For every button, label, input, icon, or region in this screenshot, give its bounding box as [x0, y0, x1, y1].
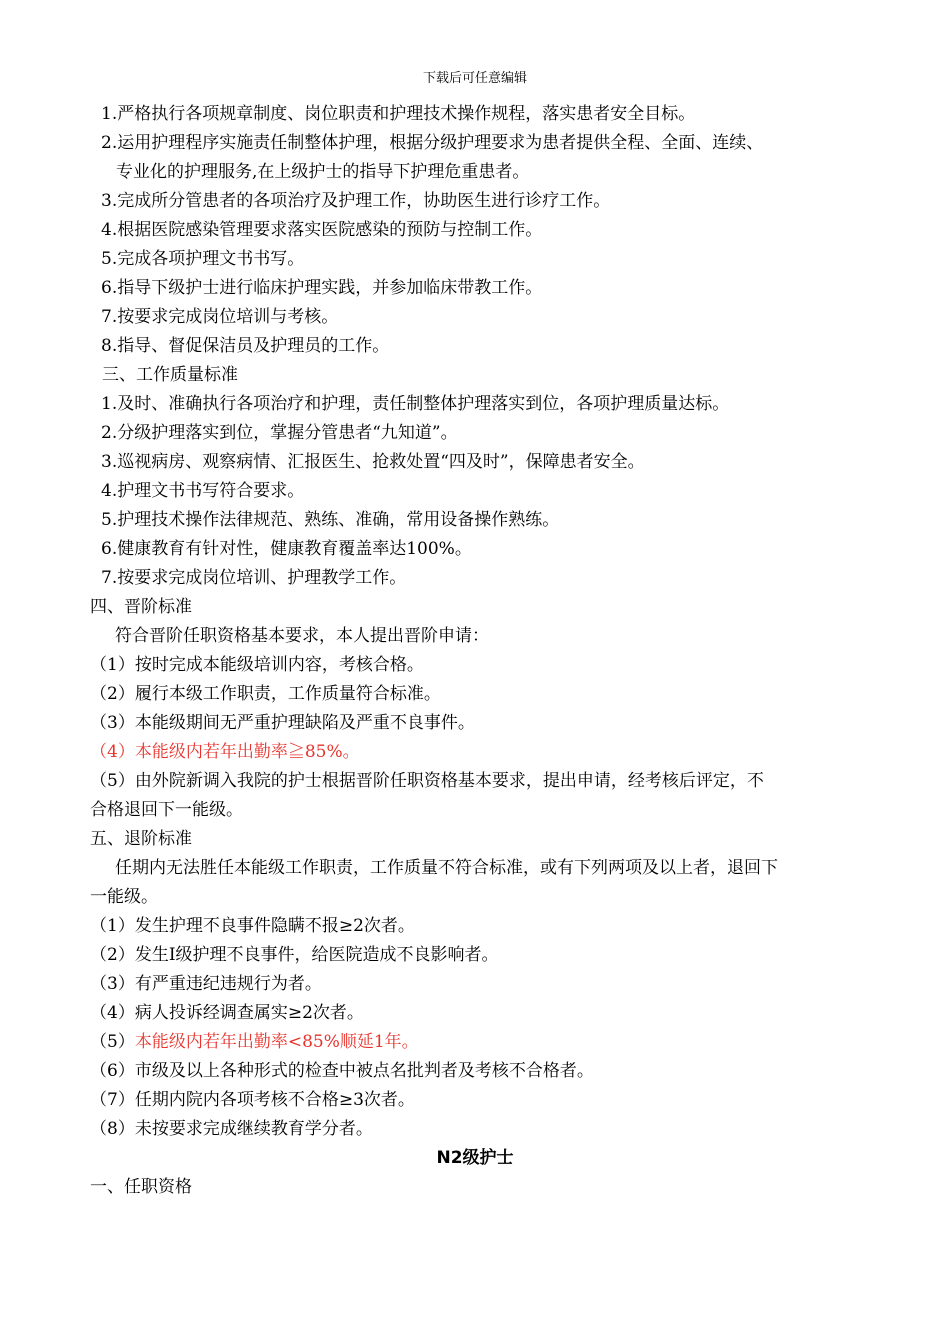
section-title-n2: N2级护士 — [436, 1148, 514, 1168]
duty-item-5: 5.完成各项护理文书书写。 — [101, 249, 305, 269]
promotion-item-5 — [0, 767, 950, 796]
item-text: 有严重违纪违规行为者。 — [134, 974, 322, 994]
demotion-intro-continued: 一能级。 — [90, 887, 158, 907]
duty-item-3: 3.完成所分管患者的各项治疗及护理工作，协助医生进行诊疗工作。 — [101, 191, 611, 211]
promotion-item-4 — [0, 738, 950, 767]
quality-item-4: 4.护理文书书写符合要求。 — [101, 481, 305, 501]
item-text-highlighted: 本能级内若年出勤率≧85%。 — [134, 742, 360, 762]
item-number: （2） — [90, 945, 135, 965]
item-text: 病人投诉经调查属实≥2次者。 — [134, 1003, 364, 1023]
qualification-heading: 一、任职资格 — [90, 1177, 192, 1197]
page-header: 下载后可任意编辑 — [422, 71, 527, 86]
item-number: （5） — [90, 1032, 135, 1052]
item-number: （1） — [90, 916, 135, 936]
item-number: （4） — [90, 1003, 135, 1023]
item-number: （1） — [90, 655, 135, 675]
promotion-heading: 四、晋阶标准 — [90, 597, 192, 617]
duty-item-7: 7.按要求完成岗位培训与考核。 — [101, 307, 339, 327]
quality-item-1: 1.及时、准确执行各项治疗和护理，责任制整体护理落实到位，各项护理质量达标。 — [101, 394, 730, 414]
item-text: 按时完成本能级培训内容，考核合格。 — [134, 655, 424, 675]
quality-item-2: 2.分级护理落实到位，掌握分管患者“九知道”。 — [101, 423, 458, 443]
demotion-item-4 — [0, 999, 950, 1028]
item-text: 任期内院内各项考核不合格≥3次者。 — [134, 1090, 415, 1110]
quality-heading: 三、工作质量标准 — [102, 365, 238, 385]
item-text-highlighted: 本能级内若年出勤率<85%顺延1年。 — [134, 1032, 419, 1052]
item-text: 发生I级护理不良事件，给医院造成不良影响者。 — [134, 945, 499, 965]
item-number: （5） — [90, 771, 135, 791]
duty-item-2-continued: 专业化的护理服务,在上级护士的指导下护理危重患者。 — [116, 162, 530, 182]
promotion-item-5-continued: 合格退回下一能级。 — [90, 800, 243, 820]
item-text: 本能级期间无严重护理缺陷及严重不良事件。 — [134, 713, 475, 733]
duty-item-1: 1.严格执行各项规章制度、岗位职责和护理技术操作规程，落实患者安全目标。 — [101, 104, 696, 124]
duty-item-8: 8.指导、督促保洁员及护理员的工作。 — [101, 336, 390, 356]
promotion-intro: 符合晋阶任职资格基本要求，本人提出晋阶申请： — [115, 626, 489, 646]
item-number: （2） — [90, 684, 135, 704]
item-text: 发生护理不良事件隐瞒不报≥2次者。 — [134, 916, 415, 936]
item-text: 未按要求完成继续教育学分者。 — [134, 1119, 373, 1139]
demotion-item-8 — [0, 1115, 950, 1144]
item-number: （6） — [90, 1061, 135, 1081]
item-number: （4） — [90, 742, 135, 762]
item-number: （3） — [90, 713, 135, 733]
promotion-item-1 — [0, 651, 950, 680]
item-number: （7） — [90, 1090, 135, 1110]
quality-item-7: 7.按要求完成岗位培训、护理教学工作。 — [101, 568, 407, 588]
quality-item-5: 5.护理技术操作法律规范、熟练、准确，常用设备操作熟练。 — [101, 510, 560, 530]
quality-item-3: 3.巡视病房、观察病情、汇报医生、抢救处置“四及时”，保障患者安全。 — [101, 452, 645, 472]
demotion-intro: 任期内无法胜任本能级工作职责，工作质量不符合标准，或有下列两项及以上者，退回下 — [115, 858, 778, 878]
item-text: 市级及以上各种形式的检查中被点名批判者及考核不合格者。 — [134, 1061, 594, 1081]
duty-item-6: 6.指导下级护士进行临床护理实践，并参加临床带教工作。 — [101, 278, 543, 298]
item-text: 履行本级工作职责，工作质量符合标准。 — [134, 684, 441, 704]
demotion-item-2 — [0, 941, 950, 970]
demotion-heading: 五、退阶标准 — [90, 829, 192, 849]
item-number: （3） — [90, 974, 135, 994]
demotion-item-1 — [0, 912, 950, 941]
quality-item-6: 6.健康教育有针对性，健康教育覆盖率达100%。 — [101, 539, 472, 559]
duty-item-2: 2.运用护理程序实施责任制整体护理，根据分级护理要求为患者提供全程、全面、连续、 — [101, 133, 764, 153]
document-body — [0, 100, 950, 1202]
item-text: 由外院新调入我院的护士根据晋阶任职资格基本要求，提出申请，经考核后评定，不 — [134, 771, 764, 791]
promotion-item-3 — [0, 709, 950, 738]
promotion-item-2 — [0, 680, 950, 709]
demotion-item-5 — [0, 1028, 950, 1057]
duty-item-4: 4.根据医院感染管理要求落实医院感染的预防与控制工作。 — [101, 220, 543, 240]
demotion-item-7 — [0, 1086, 950, 1115]
item-number: （8） — [90, 1119, 135, 1139]
demotion-item-3 — [0, 970, 950, 999]
demotion-item-6 — [0, 1057, 950, 1086]
